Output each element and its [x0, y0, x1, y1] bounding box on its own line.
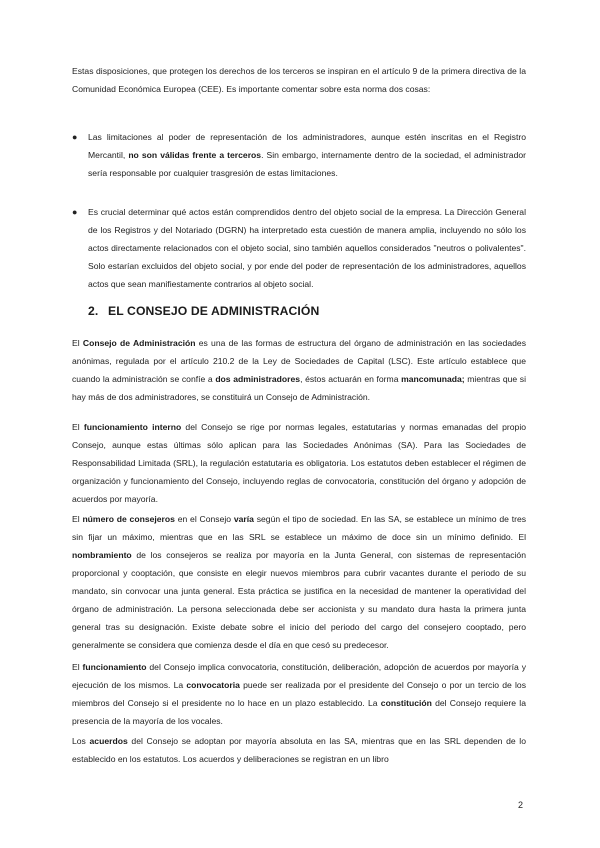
bullet-dot-icon: ● [72, 132, 78, 142]
bullet-item-2 [72, 203, 526, 293]
section-number: 2. [88, 304, 99, 318]
paragraph-funcionamiento-interno: El funcionamiento interno del Consejo se rige por normas legales, estatutarias y normas emanadas del propio Consejo, aunque estas últimas sólo aplican para las Sociedades Anónimas (SA). Para las Sociedades de Responsabilidad Limitada (SRL), la regulación estatutaria es obligatoria. Los estatutos deben establecer el régimen de organización y funcionamiento del Consejo, incluyendo reglas de convocatoria, constitución del órgano y adopción de acuerdos por mayoría. [72, 422, 527, 504]
paragraph-acuerdos: Los acuerdos del Consejo se adoptan por mayoría absoluta en las SA, mientras que en las SRL dependen de lo establecido en los estatutos. Los acuerdos y deliberaciones se registran en un libro [72, 736, 526, 764]
section-title: EL CONSEJO DE ADMINISTRACIÓN [108, 304, 320, 318]
bullet-dot-icon: ● [72, 207, 78, 217]
paragraph-consejo-definition: El Consejo de Administración es una de las formas de estructura del órgano de administración en las sociedades anónimas, regulada por el artículo 210.2 de la Ley de Sociedades de Capital (LSC). Este artículo establece que cuando la administración se confíe a dos administradores, éstos actuarán en forma mancomunada; mientras que si hay más de dos administradores, se constituirá un Consejo de Administración. [72, 338, 526, 402]
bullet-item-1 [72, 128, 526, 182]
intro-paragraph [72, 62, 526, 98]
bullet-text-2: Es crucial determinar qué actos están comprendidos dentro del objeto social de la empresa. La Dirección General de los Registros y del Notariado (DGRN) ha interpretado esta cuestión de manera amplia, incluyendo no sólo los actos directamente relacionados con el objeto social, sino también aquellos considerados "neutros o polivalentes". Solo estarían excluidos del objeto social, y por ende del poder de representación de los administradores, aquellos actos que sean manifiestamente contrarios al objeto social. [88, 207, 526, 289]
paragraph-numero-consejeros: El número de consejeros en el Consejo varía según el tipo de sociedad. En las SA, se establece un mínimo de tres sin fijar un máximo, mientras que en las SRL se establece un máximo de doce sin un mínimo definido. El nombramiento de los consejeros se realiza por mayoría en la Junta General, con sistemas de representación proporcional y cooptación, que consiste en elegir nuevos miembros para cubrir vacantes durante el periodo de su mandato, sin convocar una junta general. Esta práctica se justifica en la necesidad de mantener la operatividad del órgano de administración. La persona seleccionada debe ser accionista y su mandato dura hasta la primera junta general tras su designación. Existe debate sobre el inicio del periodo del cargo del consejero cooptado, pero generalmente se considera que comienza desde el día en que cesó su predecesor. [72, 514, 527, 650]
paragraph-funcionamiento: El funcionamiento del Consejo implica convocatoria, constitución, deliberación, adopción de acuerdos por mayoría y ejecución de los mismos. La convocatoria puede ser realizada por el presidente del Consejo o por un tercio de los miembros del Consejo si el presidente no lo hace en un plazo establecido. La constitución del Consejo requiere la presencia de la mayoría de los vocales. [72, 662, 527, 726]
bullet-text-1: Las limitaciones al poder de representación de los administradores, aunque estén inscritas en el Registro Mercantil, no son válidas frente a terceros. Sin embargo, internamente dentro de la sociedad, el administrador sería responsable por cualquier trasgresión de estas limitaciones. [88, 132, 526, 178]
page-number: 2 [518, 800, 524, 810]
intro-text: Estas disposiciones, que protegen los derechos de los terceros se inspiran en el artículo 9 de la primera directiva de la Comunidad Económica Europea (CEE). Es importante comentar sobre esta norma dos cosas: [72, 66, 526, 94]
